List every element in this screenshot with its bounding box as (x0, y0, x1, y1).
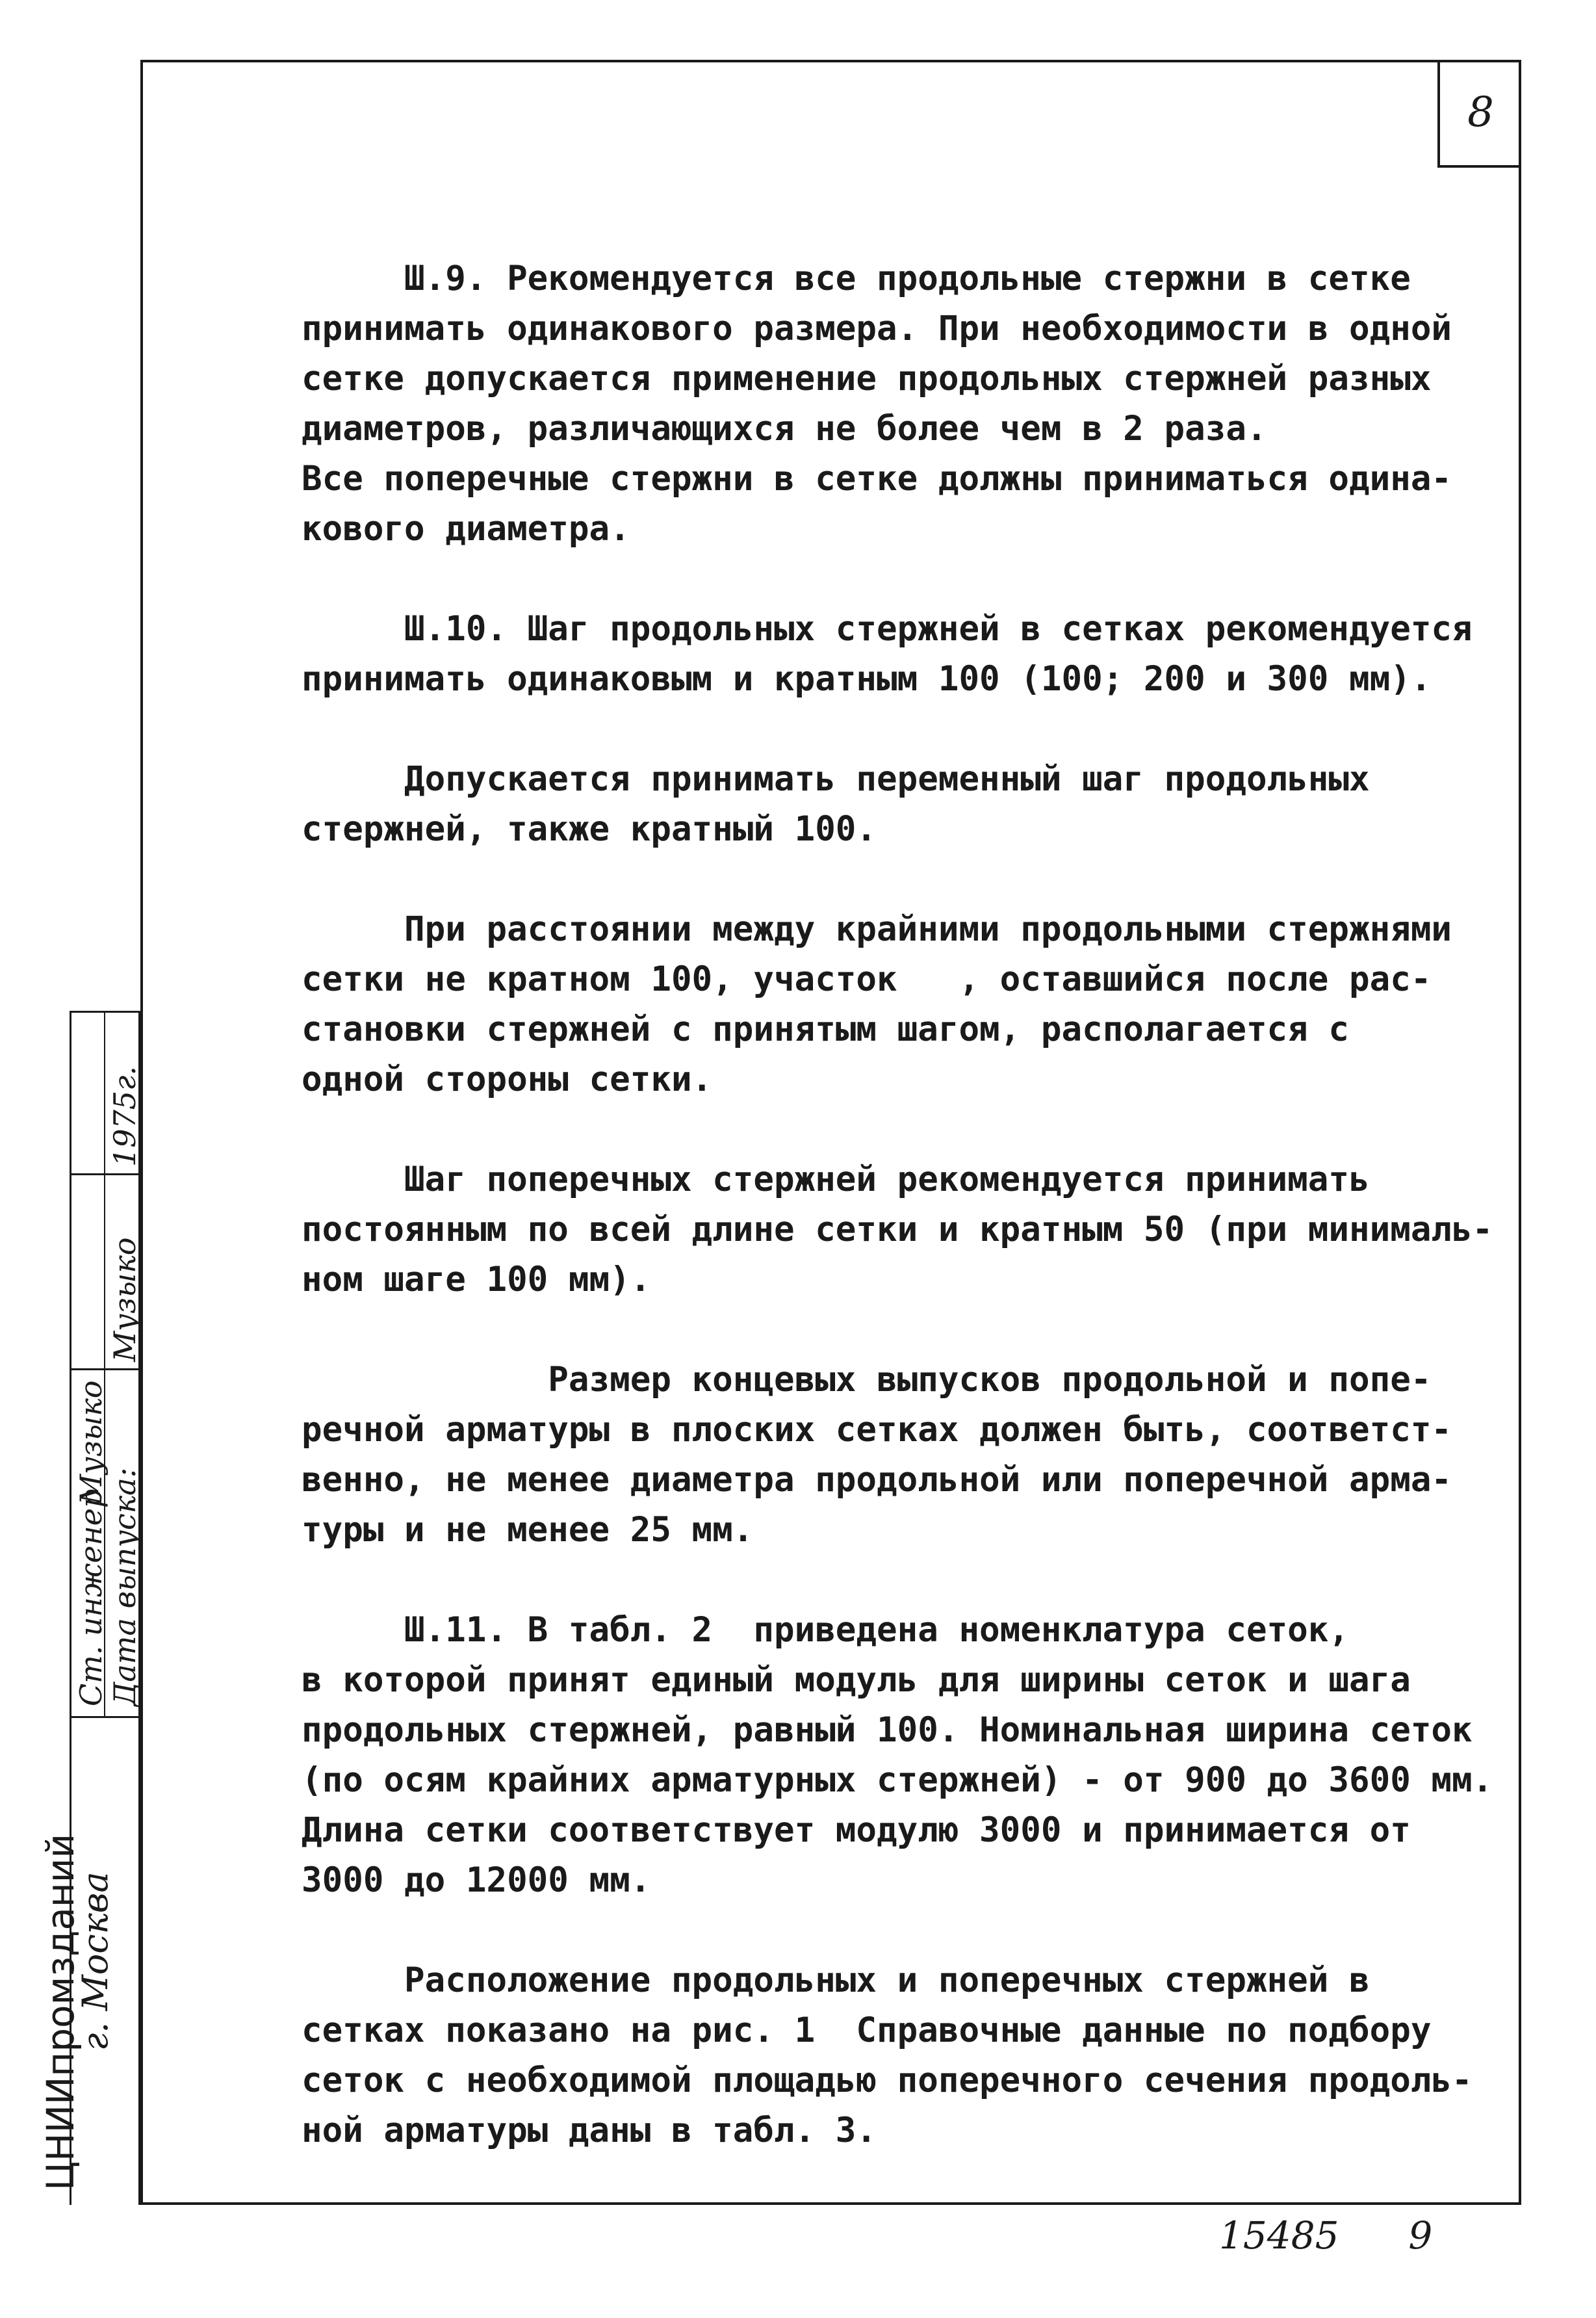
text-line: Допускается принимать переменный шаг продольных (302, 759, 1370, 799)
paragraph-gap (302, 1104, 1497, 1154)
text-line: сеток с необходимой площадью поперечного сечения продоль- (302, 2061, 1473, 2100)
title-block-stamp (38, 1011, 142, 2205)
stamp-date-label: Дата выпуска: (107, 1467, 142, 1706)
text-line: сетках показано на рис. 1 Справочные данные по подбору (302, 2011, 1432, 2050)
text-line: (по осям крайних арматурных стержней) - от 900 до 3600 мм. (302, 1760, 1493, 1800)
stamp-signature: Музыко (73, 1380, 109, 1505)
text-line: сетке допускается применение продольных стержней разных (302, 359, 1432, 398)
text-line: 3000 до 12000 мм. (302, 1860, 651, 1900)
text-line: принимать одинакового размера. При необходимости в одной (302, 309, 1452, 348)
text-line: диаметров, различающихся не более чем в 2 раза. (302, 409, 1267, 449)
stamp-role: Ст. инженер (73, 1489, 109, 1706)
paragraph-gap (302, 1555, 1497, 1605)
paragraph-gap (302, 854, 1497, 904)
text-line: Ш.9. Рекомендуется все продольные стержни в сетке (302, 259, 1411, 298)
text-line: Расположение продольных и поперечных стержней в (302, 1960, 1370, 2000)
page-number: 8 (1467, 88, 1494, 137)
sheet-number: 9 (1408, 2213, 1433, 2258)
text-line: кового диаметра. (302, 509, 630, 549)
paragraph-gap (302, 1905, 1497, 1955)
page-number-box (1437, 60, 1521, 168)
text-line: Все поперечные стержни в сетке должны приниматься одина- (302, 459, 1452, 499)
stamp-city: г. Москва (75, 1871, 116, 2051)
body-text (302, 254, 1497, 2155)
text-line: венно, не менее диаметра продольной или поперечной арма- (302, 1460, 1452, 1500)
text-line: туры и не менее 25 мм. (302, 1510, 754, 1550)
text-line: ном шаге 100 мм). (302, 1260, 651, 1299)
paragraph-gap (302, 1305, 1497, 1355)
text-line: Размер концевых выпусков продольной и попе- (302, 1360, 1432, 1400)
text-line: речной арматуры в плоских сетках должен быть, соответст- (302, 1410, 1452, 1450)
text-line: постоянным по всей длине сетки и кратным 50 (при минималь- (302, 1210, 1493, 1249)
text-line: продольных стержней, равный 100. Номинальная ширина сеток (302, 1710, 1473, 1750)
text-line: ной арматуры даны в табл. 3. (302, 2111, 877, 2150)
text-line: Ш.10. Шаг продольных стержней в сетках рекомендуется (302, 609, 1473, 649)
text-line: Длина сетки соответствует модулю 3000 и принимается от (302, 1810, 1411, 1850)
text-line: стержней, также кратный 100. (302, 809, 877, 849)
stamp-year: 1975г. (107, 1066, 142, 1167)
text-line: принимать одинаковым и кратным 100 (100; 200 и 300 мм). (302, 659, 1432, 699)
text-line: становки стержней с принятым шагом, располагается с (302, 1009, 1349, 1049)
stamp-signature-2: Музыко (107, 1237, 142, 1362)
paragraph-gap (302, 704, 1497, 754)
text-line: сетки не кратном 100, участок , оставшийся после рас- (302, 959, 1432, 999)
text-line: Шаг поперечных стержней рекомендуется принимать (302, 1160, 1370, 1199)
text-line: в которой принят единый модуль для ширины сеток и шага (302, 1660, 1411, 1700)
text-line: При расстоянии между крайними продольными стержнями (302, 909, 1452, 949)
text-line: одной стороны сетки. (302, 1060, 713, 1099)
text-line: Ш.11. В табл. 2 приведена номенклатура сеток, (302, 1610, 1349, 1650)
doc-number: 15485 (1219, 2213, 1339, 2258)
stamp-org: ЦНИИпромзданий (38, 1833, 83, 2191)
footer (1219, 2213, 1432, 2258)
paragraph-gap (302, 554, 1497, 604)
stamp-divider (70, 1716, 140, 1718)
